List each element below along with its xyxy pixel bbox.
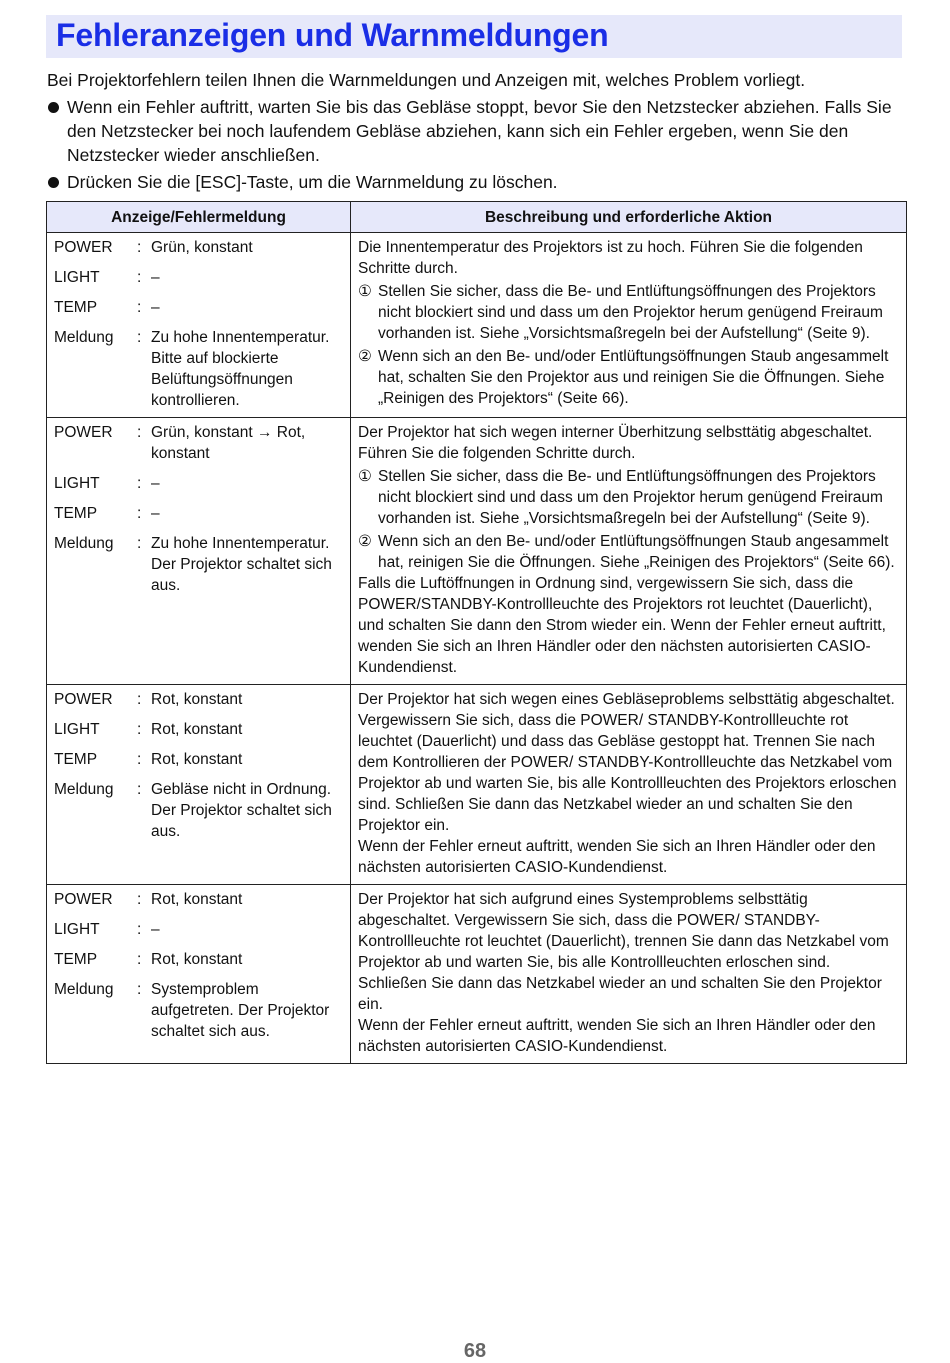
indicator-colon: : (137, 424, 142, 441)
indicator-value: Rot, konstant (151, 891, 243, 908)
indicator-label: POWER (54, 424, 113, 441)
indicator-temp (54, 503, 343, 524)
indicator-value: Rot, konstant (151, 951, 243, 968)
indicator-message (54, 327, 343, 411)
error-table (46, 201, 907, 1064)
indicator-value: Zu hohe Innentemperatur. Der Projektor schaltet sich aus. (151, 535, 332, 594)
indicator-label: TEMP (54, 751, 98, 768)
indicator-message (54, 779, 343, 842)
indicator-value: – (151, 299, 160, 316)
indicator-value: Gebläse nicht in Ordnung. Der Projektor schaltet sich aus. (151, 781, 332, 840)
table-row (47, 885, 907, 1064)
indicator-cell (47, 885, 351, 1064)
indicator-light (54, 473, 343, 494)
indicator-label: Meldung (54, 535, 114, 552)
step-number: ① (358, 468, 372, 485)
indicator-power (54, 889, 343, 910)
indicator-value: Rot, konstant (151, 751, 243, 768)
indicator-value: Rot, konstant (151, 721, 243, 738)
indicator-value: Systemproblem aufgetreten. Der Projektor schaltet sich aus. (151, 981, 330, 1040)
page-title: Fehleranzeigen und Warnmeldungen (56, 17, 609, 53)
indicator-colon: : (137, 781, 142, 798)
indicator-label: POWER (54, 891, 113, 908)
step-item (358, 281, 899, 344)
indicator-colon: : (137, 535, 142, 552)
step-number: ② (358, 348, 372, 365)
indicator-colon: : (137, 951, 142, 968)
indicator-temp (54, 949, 343, 970)
indicator-colon: : (137, 475, 142, 492)
indicator-colon: : (137, 721, 142, 738)
indicator-label: Meldung (54, 329, 114, 346)
indicator-light (54, 719, 343, 740)
indicator-message (54, 533, 343, 596)
description-cell (351, 418, 907, 685)
indicator-temp (54, 297, 343, 318)
indicator-power (54, 422, 343, 464)
indicator-colon: : (137, 981, 142, 998)
description-cell (351, 885, 907, 1064)
description-cell (351, 685, 907, 885)
indicator-value: Rot, konstant (151, 691, 243, 708)
step-item (358, 531, 899, 573)
indicator-value: Zu hohe Innentemperatur. Bitte auf blockierte Belüftungsöffnungen kontrollieren. (151, 329, 330, 409)
step-text: Stellen Sie sicher, dass die Be- und Entlüftungsöffnungen des Projektors nicht blockiert sind und dass um den Projektor herum genügend Freiraum vorhanden ist. Siehe „Vorsichtsmaßregeln bei der Aufstellung“ (Seite 9). (378, 283, 883, 342)
indicator-light (54, 267, 343, 288)
indicator-value: – (151, 505, 160, 522)
indicator-cell (47, 233, 351, 418)
indicator-colon: : (137, 269, 142, 286)
indicator-label: POWER (54, 691, 113, 708)
indicator-cell (47, 418, 351, 685)
step-number: ② (358, 533, 372, 550)
indicator-label: LIGHT (54, 475, 100, 492)
description-intro: Die Innentemperatur des Projektors ist zu hoch. Führen Sie die folgenden Schritte durch. (358, 239, 863, 277)
indicator-colon: : (137, 921, 142, 938)
indicator-colon: : (137, 329, 142, 346)
step-text: Wenn sich an den Be- und/oder Entlüftungsöffnungen Staub angesammelt hat, reinigen Sie die Öffnungen. Siehe „Reinigen des Projektors“ (Seite 66). (378, 533, 895, 571)
indicator-power (54, 689, 343, 710)
bullet-text: Wenn ein Fehler auftritt, warten Sie bis das Gebläse stoppt, bevor Sie den Netzstecker abziehen. Falls Sie den Netzstecker bei noch laufendem Gebläse abziehen, kann sich ein Fehler ergeben, wenn Sie den Netzstecker wieder anschließen. (67, 97, 892, 165)
description-cell (351, 233, 907, 418)
indicator-light (54, 919, 343, 940)
bullet-dot-icon (48, 102, 59, 113)
indicator-label: POWER (54, 239, 113, 256)
page-number: 68 (463, 1340, 487, 1362)
table-row (47, 685, 907, 885)
indicator-colon: : (137, 299, 142, 316)
step-text: Wenn sich an den Be- und/oder Entlüftungsöffnungen Staub angesammelt hat, schalten Sie den Projektor aus und reinigen Sie die Öffnungen. Siehe „Reinigen des Projektors“ (Seite 66). (378, 348, 889, 407)
indicator-label: LIGHT (54, 721, 100, 738)
indicator-power (54, 237, 343, 258)
indicator-message (54, 979, 343, 1042)
indicator-value: – (151, 269, 160, 286)
table-row (47, 233, 907, 418)
indicator-colon: : (137, 691, 142, 708)
table-header-row (47, 202, 907, 233)
indicator-cell (47, 685, 351, 885)
indicator-value: Grün, konstant (151, 239, 253, 256)
indicator-label: TEMP (54, 505, 98, 522)
bullet-item (47, 170, 907, 194)
indicator-value: – (151, 475, 160, 492)
indicator-value: – (151, 921, 160, 938)
description-intro: Der Projektor hat sich wegen interner Überhitzung selbsttätig abgeschaltet. Führen Sie die folgenden Schritte durch. (358, 424, 873, 462)
indicator-label: Meldung (54, 781, 114, 798)
indicator-colon: : (137, 239, 142, 256)
indicator-temp (54, 749, 343, 770)
description-outro: Falls die Luftöffnungen in Ordnung sind, vergewissern Sie sich, dass die POWER/STANDBY-Kontrollleuchte des Projektors rot leuchtet (Dauerlicht), und schalten Sie dann den Strom wieder ein. Wenn der Fehler erneut auftritt, wenden Sie sich an Ihren Händler oder den nächsten autorisierten CASIO-Kundendienst. (358, 575, 886, 676)
indicator-colon: : (137, 505, 142, 522)
indicator-label: LIGHT (54, 269, 100, 286)
bullet-dot-icon (48, 177, 59, 188)
step-text: Stellen Sie sicher, dass die Be- und Entlüftungsöffnungen des Projektors nicht blockiert sind und dass um den Projektor herum genügend Freiraum vorhanden ist. Siehe „Vorsichtsmaßregeln bei der Aufstellung“ (Seite 9). (378, 468, 883, 527)
description-intro: Der Projektor hat sich aufgrund eines Systemproblems selbsttätig abgeschaltet. Vergewissern Sie sich, dass die POWER/ STANDBY-Kontrollleuchte rot leuchtet (Dauerlicht), trennen Sie dann das Netzkabel vom Projektor ab und warten Sie, bis alle Kontrollleuchten erloschen sind. Schließen Sie dann das Netzkabel wieder an und schalten Sie den Projektor ein. (358, 891, 889, 1013)
indicator-label: Meldung (54, 981, 114, 998)
step-item (358, 466, 899, 529)
step-item (358, 346, 899, 409)
description-intro: Der Projektor hat sich wegen eines Gebläseproblems selbsttätig abgeschaltet. Vergewissern Sie sich, dass die POWER/ STANDBY-Kontrollleuchte rot leuchtet (Dauerlicht) und dass das Gebläse gestoppt hat. Trennen Sie nach dem Kontrollieren der POWER/ STANDBY-Kontrollleuchte das Netzkabel vom Projektor ab und warten Sie, bis alle Kontrollleuchten des Projektors erloschen sind. Schließen Sie dann das Netzkabel wieder an und schalten Sie den Projektor ein. (358, 691, 897, 834)
column-header-indicator: Anzeige/Fehlermeldung (47, 202, 351, 233)
bullet-text: Drücken Sie die [ESC]-Taste, um die Warnmeldung zu löschen. (67, 172, 558, 192)
indicator-value: Grün, konstant → Rot, konstant (151, 424, 306, 462)
indicator-label: TEMP (54, 951, 98, 968)
indicator-label: TEMP (54, 299, 98, 316)
table-row (47, 418, 907, 685)
column-header-description: Beschreibung und erforderliche Aktion (351, 202, 907, 233)
bullet-item (47, 95, 907, 167)
indicator-colon: : (137, 891, 142, 908)
indicator-colon: : (137, 751, 142, 768)
step-number: ① (358, 283, 372, 300)
title-bar (46, 15, 902, 58)
intro-text: Bei Projektorfehlern teilen Ihnen die Warnmeldungen und Anzeigen mit, welches Problem vorliegt. (47, 70, 806, 90)
bullet-list (47, 95, 907, 197)
description-outro: Wenn der Fehler erneut auftritt, wenden Sie sich an Ihren Händler oder den nächsten autorisierten CASIO-Kundendienst. (358, 838, 876, 876)
indicator-label: LIGHT (54, 921, 100, 938)
description-outro: Wenn der Fehler erneut auftritt, wenden Sie sich an Ihren Händler oder den nächsten autorisierten CASIO-Kundendienst. (358, 1017, 876, 1055)
